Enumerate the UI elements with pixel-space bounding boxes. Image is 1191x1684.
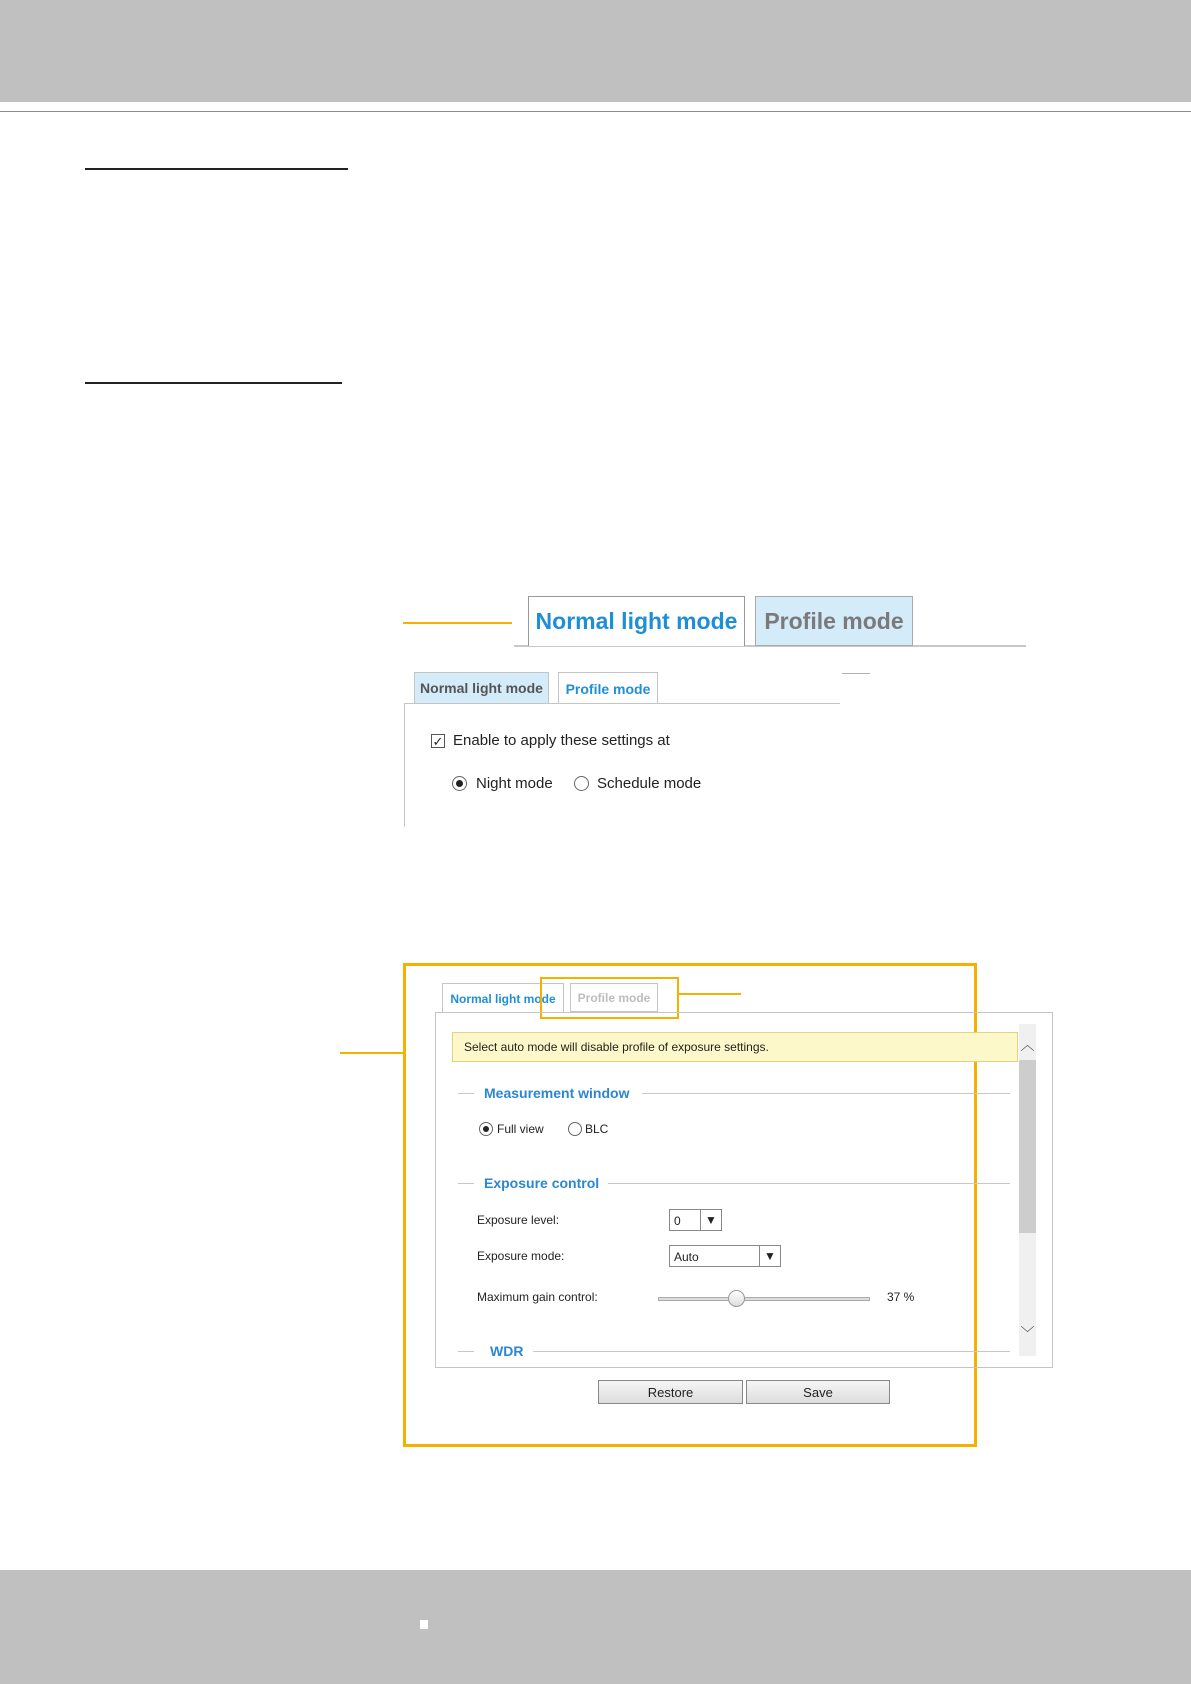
blc-label: BLC — [585, 1122, 609, 1136]
chevron-down-icon: ▼ — [759, 1246, 780, 1266]
schedule-mode-label: Schedule mode — [597, 775, 702, 792]
max-gain-slider[interactable] — [658, 1296, 870, 1302]
blc-radio[interactable] — [568, 1122, 582, 1136]
exposure-level-select[interactable] — [669, 1209, 722, 1231]
wdr-title: WDR — [490, 1343, 524, 1359]
exposure-mode-select[interactable] — [669, 1245, 781, 1267]
section-line — [642, 1093, 1010, 1094]
scroll-up-icon[interactable]: ︿ — [1020, 1037, 1035, 1053]
scrollbar-thumb[interactable] — [1019, 1060, 1036, 1233]
measurement-window-title: Measurement window — [484, 1085, 630, 1101]
tab-normal-light-mode-2[interactable]: Normal light mode — [442, 983, 564, 1013]
callout-line-1 — [403, 622, 512, 624]
schedule-mode-radio[interactable] — [574, 776, 589, 791]
exposure-level-label: Exposure level: — [477, 1213, 560, 1227]
footer-mark — [420, 1620, 428, 1629]
exposure-mode-value: Auto — [674, 1250, 699, 1264]
page-footer-bar — [0, 1570, 1191, 1684]
max-gain-label: Maximum gain control: — [477, 1290, 598, 1304]
tab-profile-mode-2[interactable]: Profile mode — [570, 983, 658, 1012]
exposure-control-title: Exposure control — [484, 1175, 600, 1191]
chevron-down-icon: ▼ — [700, 1210, 721, 1230]
heading-rule-2 — [85, 382, 342, 384]
slider-track — [658, 1297, 870, 1301]
notice-banner: Select auto mode will disable profile of exposure settings. — [452, 1032, 1018, 1062]
big-tab-profile-mode[interactable]: Profile mode — [755, 596, 913, 646]
full-view-radio[interactable] — [479, 1122, 493, 1136]
header-divider — [0, 111, 1191, 112]
night-mode-label: Night mode — [476, 775, 553, 792]
max-gain-value: 37 % — [887, 1290, 915, 1304]
callout-line-3 — [678, 993, 741, 995]
big-tab-normal-light-mode[interactable]: Normal light mode — [528, 596, 745, 646]
enable-label: Enable to apply these settings at — [453, 732, 670, 749]
section-line — [458, 1093, 474, 1094]
section-line — [533, 1351, 1010, 1352]
panel-top-border — [404, 703, 840, 704]
exposure-mode-label: Exposure mode: — [477, 1249, 565, 1263]
section-line — [458, 1183, 474, 1184]
exposure-level-value: 0 — [674, 1214, 681, 1228]
section-line — [608, 1183, 1010, 1184]
heading-rule-1 — [85, 168, 348, 170]
save-button[interactable]: Save — [746, 1380, 890, 1404]
tab-normal-light-mode[interactable]: Normal light mode — [414, 672, 549, 704]
enable-checkbox[interactable]: ✓ — [432, 733, 444, 749]
scroll-down-icon[interactable]: ﹀ — [1020, 1325, 1035, 1341]
panel-left-border — [404, 703, 405, 827]
full-view-label: Full view — [497, 1122, 544, 1136]
slider-thumb[interactable] — [728, 1290, 745, 1307]
section-line — [458, 1351, 474, 1352]
night-mode-radio[interactable] — [452, 776, 467, 791]
page-header-bar — [0, 0, 1191, 102]
faint-rule — [842, 673, 870, 674]
callout-line-2 — [340, 1052, 404, 1054]
tab-profile-mode[interactable]: Profile mode — [558, 672, 658, 704]
restore-button[interactable]: Restore — [598, 1380, 743, 1404]
